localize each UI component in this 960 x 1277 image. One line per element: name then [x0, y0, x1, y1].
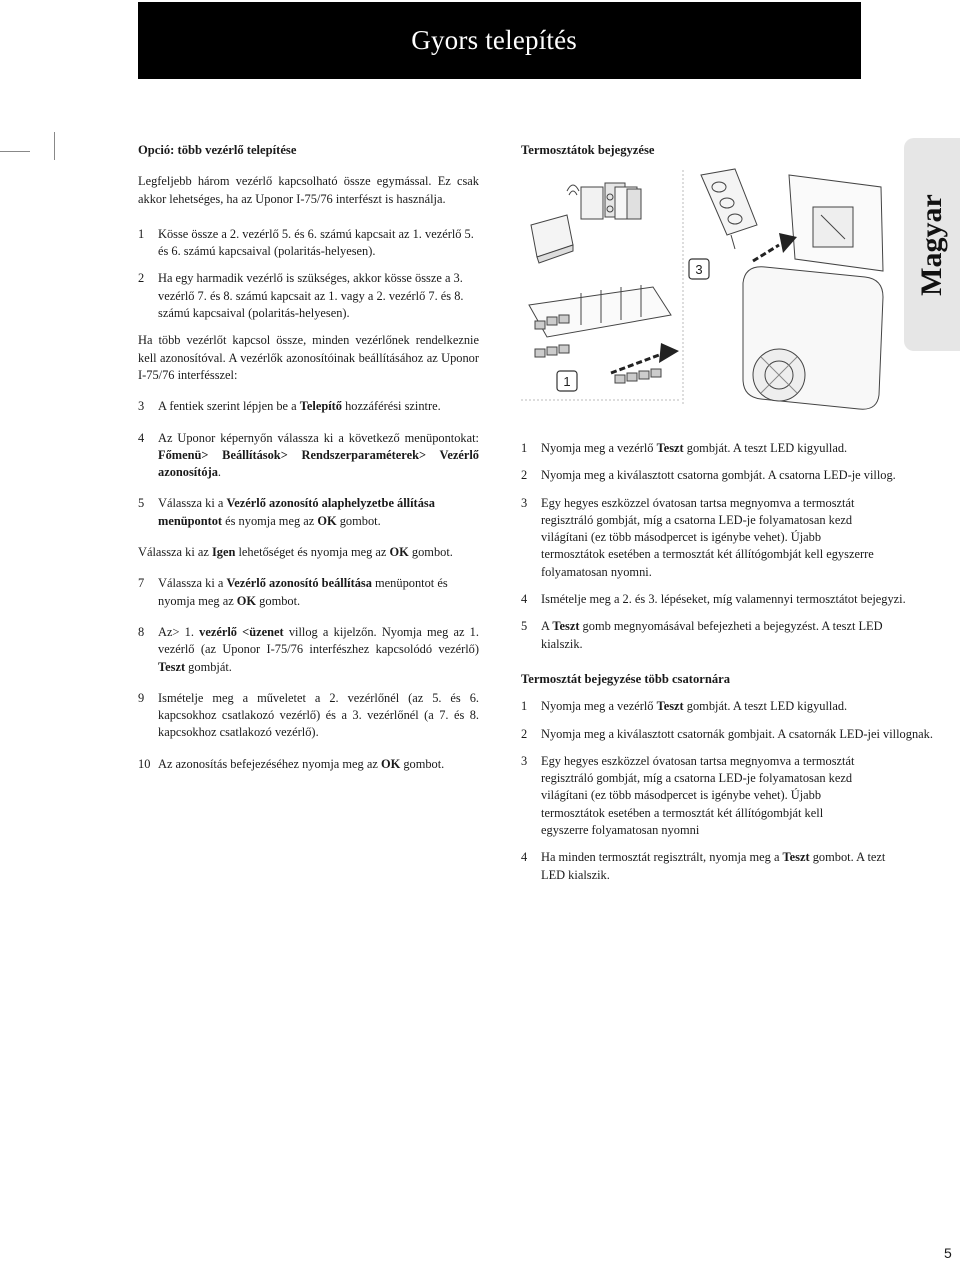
language-tab: [904, 138, 960, 351]
right-column: [521, 440, 946, 884]
register-step-2: [521, 467, 946, 484]
step-7: [138, 575, 479, 610]
intro-paragraph: Legfeljebb három vezérlő kapcsolható össze egymással. Ez csak akkor lehetséges, ha az Uponor I-75/76 interfészt is használja.: [138, 174, 479, 206]
step-text: Ha egy harmadik vezérlő is szükséges, akkor kösse össze a 3. vezérlő 7. és 8. számú kapcsait az 1. vagy a 2. vezérlő 7. és 8. számú kapcsaival (polaritás-helyesen).: [158, 271, 464, 321]
multi-step-3: [521, 753, 946, 839]
step-text: Az Uponor képernyőn válassza ki a következő menüpontokat: Főmenü> Beállítások> Rendszerparaméterek> Vezérlő azonosítója.: [158, 430, 479, 480]
multi-step-1: [521, 698, 946, 715]
registration-illustration: [521, 165, 899, 415]
register-step-4: [521, 591, 946, 608]
step-text: Ismételje meg a 2. és 3. lépéseket, míg valamennyi termosztátot bejegyzi.: [541, 592, 906, 607]
page-title: Gyors telepítés: [411, 25, 577, 55]
step-number: 5: [138, 496, 145, 511]
step-number: 4: [521, 850, 528, 865]
figure-label-1: 1: [563, 374, 571, 389]
crop-mark-vertical: [54, 132, 55, 160]
step-text: Nyomja meg a vezérlő Teszt gombját. A teszt LED kigyullad.: [541, 441, 848, 455]
step-text: Nyomja meg a vezérlő Teszt gombját. A teszt LED kigyullad.: [541, 699, 848, 714]
step-number: 8: [138, 624, 145, 639]
step-number: 1: [521, 441, 528, 455]
register-step-5: [521, 618, 946, 653]
note-paragraph: Ha több vezérlőt kapcsol össze, minden vezérlőnek rendelkeznie kell azonosítóval. A vezérlők azonosítóinak beállításához az Uponor I-75/76 interfésszel:: [138, 333, 479, 382]
step-number: 3: [521, 495, 528, 510]
step-number: 2: [521, 468, 528, 483]
step-number: 10: [138, 756, 151, 771]
step-text: Nyomja meg a kiválasztott csatorna gombját. A csatorna LED-je villog.: [541, 468, 896, 483]
step-number: 3: [138, 399, 145, 414]
step-4: [138, 430, 479, 482]
step-text: Az> 1. vezérlő <üzenet villog a kijelzőn. Nyomja meg az 1. vezérlő (az Uponor I-75/76 interfészhez kapcsolódó vezérlő) Teszt gombját.: [158, 624, 479, 674]
step-text: Kösse össze a 2. vezérlő 5. és 6. számú kapcsait az 1. vezérlő 5. és 6. számú kapcsaival (polaritás-helyesen).: [158, 226, 474, 259]
step-2: [138, 270, 479, 322]
multi-channel-heading: Termosztát bejegyzése több csatornára: [521, 671, 731, 686]
step-text: A Teszt gomb megnyomásával befejezheti a bejegyzést. A teszt LED kialszik.: [541, 619, 883, 651]
language-tab-label: Magyar: [915, 193, 949, 296]
step-6-paragraph: Válassza ki az Igen lehetőséget és nyomja meg az OK gombot.: [138, 545, 453, 560]
crop-mark-horizontal: [0, 151, 30, 152]
step-number: 1: [521, 699, 528, 714]
step-text: Egy hegyes eszközzel óvatosan tartsa megnyomva a termosztát regisztráló gombját, míg a csatorna LED-je folyamatosan kezd világítani (ez több másodpercet is igénybe vehet). Újabb termosztátok esetében a termosztát két állítógombját kell egyszerre folyamatosan nyomni.: [541, 495, 874, 579]
register-step-1: [521, 440, 946, 457]
register-step-3: [521, 495, 946, 581]
step-number: 3: [521, 753, 528, 768]
step-1: [138, 226, 479, 261]
step-text: Válassza ki a Vezérlő azonosító alaphelyzetbe állítása menüpontot és nyomja meg az OK gombot.: [158, 496, 435, 528]
step-number: 2: [521, 726, 528, 741]
multi-step-2: [521, 726, 946, 743]
step-10: [138, 756, 479, 773]
step-number: 1: [138, 226, 145, 241]
step-number: 7: [138, 576, 145, 591]
step-text: Válassza ki a Vezérlő azonosító beállítása menüpontot és nyomja meg az OK gombot.: [158, 576, 448, 608]
step-text: Egy hegyes eszközzel óvatosan tartsa megnyomva a termosztát regisztráló gombját, míg a csatorna LED-je folyamatosan kezd világítani (ez több másodpercet is igénybe vehet). Újabb termosztátok esetében a termosztát két állítógombját kell egyszerre folyamatosan nyomni: [541, 753, 855, 838]
step-number: 2: [138, 271, 145, 286]
step-3: [138, 398, 479, 415]
step-number: 4: [138, 430, 145, 445]
step-text: Nyomja meg a kiválasztott csatornák gombjait. A csatornák LED-jei villognak.: [541, 726, 933, 741]
step-9: [138, 690, 479, 742]
step-number: 9: [138, 690, 145, 705]
step-8: [138, 624, 479, 676]
step-text: Ismételje meg a műveletet a 2. vezérlőnél (az 5. és 6. kapcsokhoz csatlakozó vezérlő) és a 3. vezérlőnél (a 7. és 8. kapcsokhoz csatlakozó vezérlő).: [158, 690, 479, 740]
step-text: A fentiek szerint lépjen be a Telepítő hozzáférési szintre.: [158, 399, 441, 414]
figure-label-3: 3: [695, 262, 703, 277]
page-number: 5: [944, 1245, 952, 1261]
step-5: [138, 495, 479, 530]
left-column: [138, 142, 479, 773]
right-heading: Termosztátok bejegyzése: [521, 143, 655, 157]
step-number: 5: [521, 619, 528, 634]
header-bar: [138, 2, 861, 79]
multi-step-4: [521, 849, 946, 884]
step-text: Ha minden termosztát regisztrált, nyomja meg a Teszt gombot. A tezt LED kialszik.: [541, 850, 886, 882]
step-text: Az azonosítás befejezéséhez nyomja meg az OK gombot.: [158, 756, 445, 771]
left-heading: Opció: több vezérlő telepítése: [138, 143, 297, 157]
step-number: 4: [521, 592, 528, 607]
